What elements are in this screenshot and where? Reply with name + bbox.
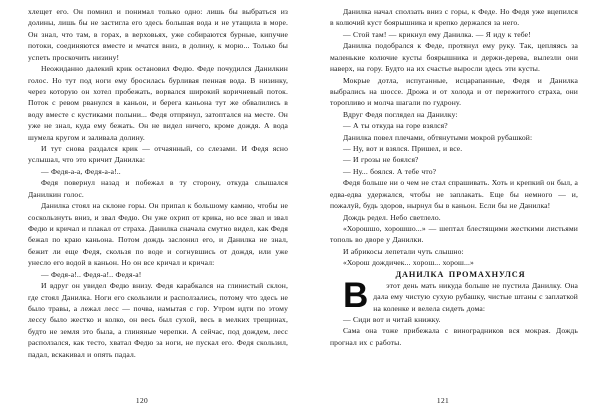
dialogue-sit-and-read: — Сиди вот и читай книжку. [343, 314, 441, 324]
paragraph-wet-to-thread: Мокрые дотла, испуганные, исцарапанные, Федя и Данилка выбрались на шоссе. Дрожа и от холода и от пережитого страха, они торопливо и молча шагали по гудрону. [330, 75, 578, 108]
chapter-heading: ДАНИЛКА ПРОМАХНУЛСЯ [395, 269, 526, 279]
paragraph-climbed-up: Данилка подобрался к Феде, протянул ему руку. Так, цепляясь за маленькие колючие кусты боярышника и держи-дерева, вылезли они наверх, на гору. Будто на их счастье выросли здесь эти кусты. [330, 41, 578, 74]
page-right-textblock [330, 6, 578, 348]
paragraph-apricots: И абрикосы лепетали чуть слышно: [343, 246, 464, 256]
dialogue-not-afraid-storm: — И грозы не боялся? [343, 155, 419, 165]
page-left-textblock [28, 6, 288, 360]
dialogue-well-came: — Ну, вот и взялся. Пришел, и все. [343, 144, 463, 154]
dialogue-fedya-aaa: — Федя-а-а, Федя-а-а!.. [41, 166, 121, 176]
page-number-left: 120 [135, 396, 149, 405]
page-number-right: 121 [436, 396, 450, 405]
paragraph-poplar-whisper: «Хорошшо, хорошшо...» — шептал блестящими жесткими листьями тополь во дворе у Данилки. [330, 224, 578, 245]
paragraph-shrugged: Данилка повел плечами, обтянутыми мокрой рубашкой: [343, 132, 533, 142]
paragraph-rain-thinned: Дождь редел. Небо светлело. [343, 212, 441, 222]
paragraph-cry-stopped-fedya: Неожиданно далекий крик остановил Федю. Феде почудился Данилкин голос. Но тут под ноги ему бросилась бурливая пенная вода. В низинку, через которую он хотел пробежать, ворвался широкий коричневый поток. Поток с ревом рванулся в каньон, и берега каньона тут же обвалились в воду вместе с кустиками полыни... Федя отпрянул, затоптался на месте. Он уже не знал, куда ему бежать. Он не видел ничего, кроме дождя. А вода шумела кругом и заливала долину. [28, 64, 288, 142]
paragraph-mother-came-running: Сама она тоже прибежала с виноградников вся мокрая. Дождь прогнал их с работы. [330, 326, 578, 347]
paragraph-danilka-crawled-down: Данилка начал сползать вниз с горы, к Феде. Но Федя уже вцепился в колючий куст боярышника и крепко держался за него. [330, 7, 578, 28]
page-right [300, 0, 600, 415]
paragraph-fedya-turned-back: Федя повернул назад и побежал в ту сторону, откуда слышался Данилкин голос. [28, 178, 288, 199]
paragraph-continued: хлещет его. Он помнил и понимал только одно: лишь бы выбраться из долины, лишь бы не застигла его здесь большая вода и не утащила в море. Он знал, что там, в горах, в верховьях, уже собираются бурные, кипучие потоки, соединяются вместе и мчатся вниз, в долину, к морю... Только бы успеть проскочить низину! [28, 7, 288, 62]
dialogue-well-afraid: — Ну... боялся. А тебе что? [343, 166, 437, 176]
chapter-first-paragraph [330, 280, 578, 314]
dialogue-stand-there: — Стой там! — крикнул ему Данилка. — Я иду к тебе! [343, 29, 531, 39]
paragraph-cry-again: И тут снова раздался крик — отчаянный, со слезами. И Федя ясно услышал, что это кричит Данилка: [28, 144, 288, 165]
drop-cap-letter: В [343, 279, 369, 314]
dialogue-where-from: — А ты откуда на горе взялся? [343, 121, 448, 131]
dialogue-fedya-a-three: — Федя-а!.. Федя-а!.. Федя-а! [41, 269, 142, 279]
paragraph-apricots-quote: «Хорош дождичек... хорош... хорош...» [343, 258, 474, 268]
paragraph-saw-fedya-below: И вдруг он увидел Федю внизу. Федя карабкался на глинистый склон, где стоял Данилка. Ноги его скользили и расползались, потому что здесь не было травы, а лежал лесс — почва, намытая с гор. Утром идти по этому лессу было жестко и колко, он весь был сухой, весь в мелких трещинах, будто не земля это была, а глиняные черепки. А сейчас, под дождем, лесс расползался, как тесто, хватал Федю за ноги, не пускал его. Федя скользил, падал, вскакивал и опять падал. [28, 281, 288, 359]
paragraph-danilka-on-slope: Данилка стоял на склоне горы. Он припал к большому камню, чтобы не соскользнуть вниз, и звал Федю. Он уже охрип от крика, но все звал и звал Федю и кричал и плакал от страха. Данилка сначала смутно видел, как Федя бежал по краю каньона. Потом дождь заслонил его, и Данилка не знал, бежит ли еще Федя, скользя по воде и согнувшись от дождя, или уже унесло его водой в каньон. Но он все кричал и кричал: [28, 201, 288, 268]
paragraph-fedya-looked: Вдруг Федя поглядел на Данилку: [343, 109, 458, 119]
chapter-first-paragraph-text: этот день мать никуда больше не пустила Данилку. Она дала ему чистую сухую рубашку, чистые штаны с заплаткой на коленке и велела сидеть дома: [373, 280, 578, 313]
paragraph-fedya-asked-nothing: Федя больше ни о чем не стал спрашивать. Хоть и крепкий он был, а едва-едва удержался, чтобы не заплакать. Еще бы немного — и, пожалуй, будь здоров, нырнул бы в каньон. Если бы не Данилка! [330, 178, 578, 211]
